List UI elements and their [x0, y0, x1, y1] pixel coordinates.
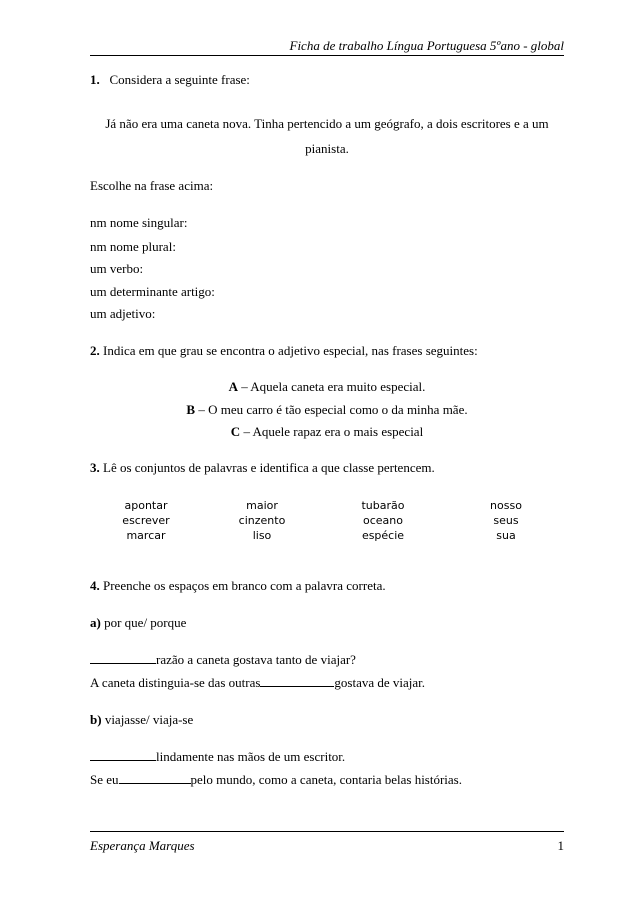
word: apontar: [124, 499, 168, 512]
fill-in-blank[interactable]: [90, 749, 156, 761]
sentence-text: – Aquele rapaz era o mais especial: [243, 424, 424, 439]
word-group-4: [466, 498, 546, 543]
header-rule: [90, 55, 564, 56]
quote-line-2: pianista.: [305, 141, 349, 156]
question-number: 1.: [90, 72, 100, 87]
fill-in-blank[interactable]: [260, 675, 334, 687]
word: seus: [493, 514, 519, 527]
part-a-line-1: [90, 652, 356, 668]
question-3: [90, 460, 435, 476]
sentence-text: gostava de viajar.: [334, 675, 426, 690]
part-options: por que/ porque: [104, 615, 187, 630]
word-group-3: [343, 498, 423, 543]
word: maior: [246, 499, 278, 512]
word: tubarão: [361, 499, 405, 512]
sentence-text: – Aquela caneta era muito especial.: [241, 379, 426, 394]
word-group-1: [106, 498, 186, 543]
part-label: a): [90, 615, 101, 630]
sentence-letter: B: [186, 402, 196, 417]
sentence-text: lindamente nas mãos de um escritor.: [156, 749, 346, 764]
list-item: nm nome plural:: [90, 239, 176, 254]
list-item: um adjetivo:: [90, 306, 156, 321]
sentence-letter: A: [228, 379, 239, 394]
sentence-letter: C: [230, 424, 241, 439]
question-4: [90, 578, 386, 594]
question-text: Lê os conjuntos de palavras e identifica a que classe pertencem.: [103, 460, 435, 475]
page-header-title: Ficha de trabalho Língua Portuguesa 5ºano - global: [289, 38, 564, 53]
question-number: 3.: [90, 460, 100, 475]
fill-in-blank[interactable]: [90, 652, 156, 664]
footer-rule: [90, 831, 564, 832]
question-number: 4.: [90, 578, 100, 593]
word: espécie: [361, 529, 405, 542]
question-text: Indica em que grau se encontra o adjetivo especial, nas frases seguintes:: [103, 343, 478, 358]
sentence-text: razão a caneta gostava tanto de viajar?: [156, 652, 356, 667]
footer-author: Esperança Marques: [90, 838, 195, 853]
sentence-text: – O meu carro é tão especial como o da minha mãe.: [198, 402, 468, 417]
sentence-c: [90, 424, 564, 440]
question-1-prompt: Escolhe na frase acima:: [90, 178, 214, 193]
sentence-text: Se eu: [90, 772, 119, 787]
fill-in-blank[interactable]: [119, 772, 191, 784]
word: escrever: [122, 514, 170, 527]
list-item: nm nome singular:: [90, 215, 188, 230]
sentence-a: [90, 379, 564, 395]
word: cinzento: [238, 514, 286, 527]
word: oceano: [363, 514, 403, 527]
part-b-line-2: [90, 772, 462, 788]
sentence-text: pelo mundo, como a caneta, contaria belas histórias.: [190, 772, 462, 787]
word: marcar: [126, 529, 166, 542]
page-number: 1: [557, 838, 564, 853]
word: nosso: [490, 499, 522, 512]
sentence-b: [90, 402, 564, 418]
question-number: 2.: [90, 343, 100, 358]
list-item: um verbo:: [90, 261, 144, 276]
part-a-line-2: [90, 675, 425, 691]
question-text: Considera a seguinte frase:: [109, 72, 250, 87]
word-group-2: [222, 498, 302, 543]
part-a-options: [90, 615, 186, 631]
part-options: viajasse/ viaja-se: [104, 712, 194, 727]
word: sua: [496, 529, 516, 542]
sentence-text: A caneta distinguia-se das outras: [90, 675, 261, 690]
part-label: b): [90, 712, 102, 727]
question-text: Preenche os espaços em branco com a palavra correta.: [103, 578, 386, 593]
quote-line-1: Já não era uma caneta nova. Tinha pertencido a um geógrafo, a dois escritores e a um: [105, 116, 549, 131]
part-b-line-1: [90, 749, 345, 765]
question-1-intro: [90, 72, 250, 88]
part-b-options: [90, 712, 193, 728]
word: liso: [252, 529, 272, 542]
question-2: [90, 343, 478, 359]
list-item: um determinante artigo:: [90, 284, 215, 299]
